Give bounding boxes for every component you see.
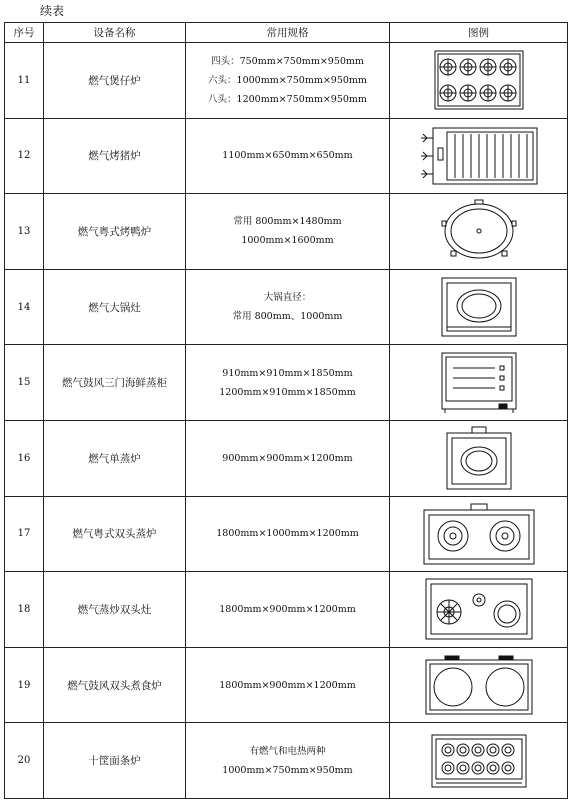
row-spec bbox=[186, 345, 390, 421]
row-no: 20 bbox=[5, 723, 44, 799]
row-no: 16 bbox=[5, 420, 44, 496]
row-spec bbox=[186, 420, 390, 496]
row-name: 燃气蒸炒双头灶 bbox=[44, 572, 186, 648]
spec-line: 1800mm×1000mm×1200mm bbox=[216, 528, 359, 540]
double-boiling-range-icon bbox=[425, 655, 533, 715]
double-steamer-icon bbox=[423, 503, 535, 565]
row-spec bbox=[186, 43, 390, 119]
row-spec bbox=[186, 723, 390, 799]
pig-roaster-icon bbox=[419, 126, 539, 186]
row-figure bbox=[390, 345, 568, 421]
table-row bbox=[5, 647, 568, 723]
row-figure bbox=[390, 572, 568, 648]
row-spec bbox=[186, 118, 390, 194]
row-no: 14 bbox=[5, 269, 44, 345]
header-spec: 常用规格 bbox=[186, 23, 390, 43]
row-spec bbox=[186, 194, 390, 270]
spec-line: 有燃气和电热两种 bbox=[249, 745, 326, 757]
row-spec bbox=[186, 647, 390, 723]
spec-line: 1800mm×900mm×1200mm bbox=[219, 603, 356, 615]
spec-line: 1000mm×750mm×950mm bbox=[222, 764, 353, 776]
header-figure: 图例 bbox=[390, 23, 568, 43]
equipment-table bbox=[4, 22, 568, 799]
row-no: 17 bbox=[5, 496, 44, 572]
steam-fry-range-icon bbox=[425, 578, 533, 640]
table-header-row bbox=[5, 23, 568, 43]
row-name: 燃气鼓风双头煮食炉 bbox=[44, 647, 186, 723]
row-no: 15 bbox=[5, 345, 44, 421]
table-row bbox=[5, 43, 568, 119]
wok-range-icon bbox=[441, 277, 517, 337]
row-figure bbox=[390, 647, 568, 723]
row-figure bbox=[390, 118, 568, 194]
spec-line: 1100mm×650mm×650mm bbox=[222, 150, 353, 162]
table-row bbox=[5, 269, 568, 345]
row-no: 12 bbox=[5, 118, 44, 194]
eight-burner-stove-icon bbox=[434, 50, 524, 110]
row-name: 十筐面条炉 bbox=[44, 723, 186, 799]
row-figure bbox=[390, 194, 568, 270]
table-row bbox=[5, 420, 568, 496]
row-name: 燃气单蒸炉 bbox=[44, 420, 186, 496]
row-spec bbox=[186, 269, 390, 345]
spec-line: 900mm×900mm×1200mm bbox=[222, 452, 353, 464]
row-figure bbox=[390, 420, 568, 496]
row-name: 燃气烤猪炉 bbox=[44, 118, 186, 194]
row-name: 燃气粤式双头蒸炉 bbox=[44, 496, 186, 572]
row-name: 燃气鼓风三门海鲜蒸柜 bbox=[44, 345, 186, 421]
duck-roaster-icon bbox=[439, 199, 519, 263]
spec-line: 1000mm×1600mm bbox=[241, 235, 334, 247]
row-spec bbox=[186, 496, 390, 572]
spec-line: 常用 800mm×1480mm bbox=[233, 216, 342, 228]
row-name: 燃气粤式烤鸭炉 bbox=[44, 194, 186, 270]
row-no: 13 bbox=[5, 194, 44, 270]
row-figure bbox=[390, 269, 568, 345]
row-figure bbox=[390, 723, 568, 799]
table-row bbox=[5, 723, 568, 799]
spec-line: 1200mm×910mm×1850mm bbox=[219, 386, 356, 398]
spec-line: 四头：750mm×750mm×950mm bbox=[211, 55, 364, 67]
row-spec bbox=[186, 572, 390, 648]
spec-line: 1800mm×900mm×1200mm bbox=[219, 679, 356, 691]
spec-line: 六头：1000mm×750mm×950mm bbox=[208, 74, 367, 86]
table-row bbox=[5, 118, 568, 194]
single-steamer-icon bbox=[446, 426, 512, 490]
header-no: 序号 bbox=[5, 23, 44, 43]
row-no: 19 bbox=[5, 647, 44, 723]
table-row bbox=[5, 496, 568, 572]
spec-line: 大锅直径： bbox=[263, 292, 312, 304]
table-row bbox=[5, 345, 568, 421]
spec-line: 常用 800mm、1000mm bbox=[232, 311, 343, 323]
table-row bbox=[5, 572, 568, 648]
spec-line: 八头：1200mm×750mm×950mm bbox=[208, 93, 367, 105]
header-name: 设备名称 bbox=[44, 23, 186, 43]
ten-basket-noodle-cooker-icon bbox=[431, 734, 527, 788]
spec-line: 910mm×910mm×1850mm bbox=[222, 367, 353, 379]
row-name: 燃气煲仔炉 bbox=[44, 43, 186, 119]
row-no: 11 bbox=[5, 43, 44, 119]
row-figure bbox=[390, 496, 568, 572]
table-caption: 续表 bbox=[40, 4, 65, 18]
table-row bbox=[5, 194, 568, 270]
row-no: 18 bbox=[5, 572, 44, 648]
steam-cabinet-icon bbox=[441, 352, 517, 414]
row-figure bbox=[390, 43, 568, 119]
row-name: 燃气大锅灶 bbox=[44, 269, 186, 345]
